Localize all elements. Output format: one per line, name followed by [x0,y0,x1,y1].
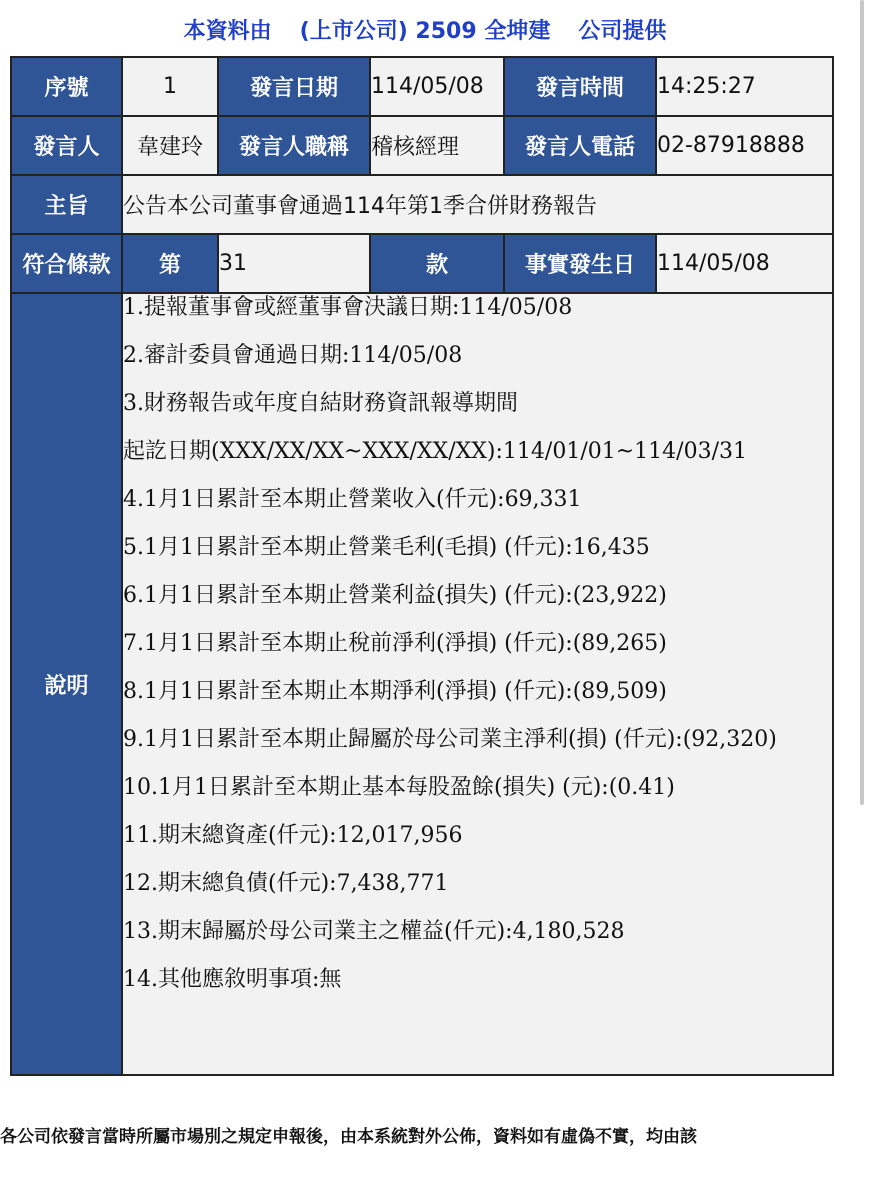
row-clause [11,234,833,293]
subject-value: 公告本公司董事會通過114年第1季合併財務報告 [122,175,833,234]
description-label: 說明 [11,293,122,1075]
description-line: 1.提報董事會或經董事會決議日期:114/05/08 [123,295,573,320]
clause-number: 31 [218,234,370,293]
speaker-value: 韋建玲 [122,116,218,175]
description-line: 12.期末總負債(仟元):7,438,771 [123,871,449,896]
speaker-phone-label: 發言人電話 [504,116,656,175]
description-line: 8.1月1日累計至本期止本期淨利(淨損) (仟元):(89,509) [123,679,667,704]
description-line: 5.1月1日累計至本期止營業毛利(毛損) (仟元):16,435 [123,535,650,560]
announcement-table [10,56,834,1076]
fact-date-label: 事實發生日 [504,234,656,293]
row-subject [11,175,833,234]
header-market-company: (上市公司) 2509 全坤建 [299,19,551,44]
subject-label: 主旨 [11,175,122,234]
announcement-header [0,14,850,45]
description-line: 14.其他應敘明事項:無 [123,967,342,992]
disclaimer-footer: 各公司依發言當時所屬市場別之規定申報後，由本系統對外公佈，資料如有虛偽不實，均由該 [0,1127,697,1147]
row-speaker [11,116,833,175]
header-suffix: 公司提供 [578,19,667,44]
speaker-phone-value: 02-87918888 [656,116,833,175]
fact-date-value: 114/05/08 [656,234,833,293]
speaker-title-label: 發言人職稱 [218,116,370,175]
speech-time-label: 發言時間 [504,57,656,116]
description-line: 起訖日期(XXX/XX/XX~XXX/XX/XX):114/01/01~114/03/31 [123,439,747,464]
speaker-title-value: 稽核經理 [370,116,504,175]
description-line: 3.財務報告或年度自結財務資訊報導期間 [123,391,518,416]
description-line: 11.期末總資產(仟元):12,017,956 [123,823,463,848]
header-prefix: 本資料由 [183,19,272,44]
speech-date-label: 發言日期 [218,57,370,116]
clause-label: 符合條款 [11,234,122,293]
description-body [122,293,833,1075]
description-line: 6.1月1日累計至本期止營業利益(損失) (仟元):(23,922) [123,583,667,608]
description-line: 9.1月1日累計至本期止歸屬於母公司業主淨利(損) (仟元):(92,320) [123,727,777,752]
speaker-label: 發言人 [11,116,122,175]
seq-label: 序號 [11,57,122,116]
clause-suffix: 款 [370,234,504,293]
description-line: 4.1月1日累計至本期止營業收入(仟元):69,331 [123,487,582,512]
clause-prefix: 第 [122,234,218,293]
speech-time-value: 14:25:27 [656,57,833,116]
description-line: 7.1月1日累計至本期止稅前淨利(淨損) (仟元):(89,265) [123,631,667,656]
row-sequence-date-time [11,57,833,116]
description-line: 10.1月1日累計至本期止基本每股盈餘(損失) (元):(0.41) [123,775,675,800]
speech-date-value: 114/05/08 [370,57,504,116]
seq-value: 1 [122,57,218,116]
row-description [11,293,833,1075]
page-scrollbar[interactable] [860,0,864,805]
description-line: 13.期末歸屬於母公司業主之權益(仟元):4,180,528 [123,919,625,944]
description-line: 2.審計委員會通過日期:114/05/08 [123,343,463,368]
